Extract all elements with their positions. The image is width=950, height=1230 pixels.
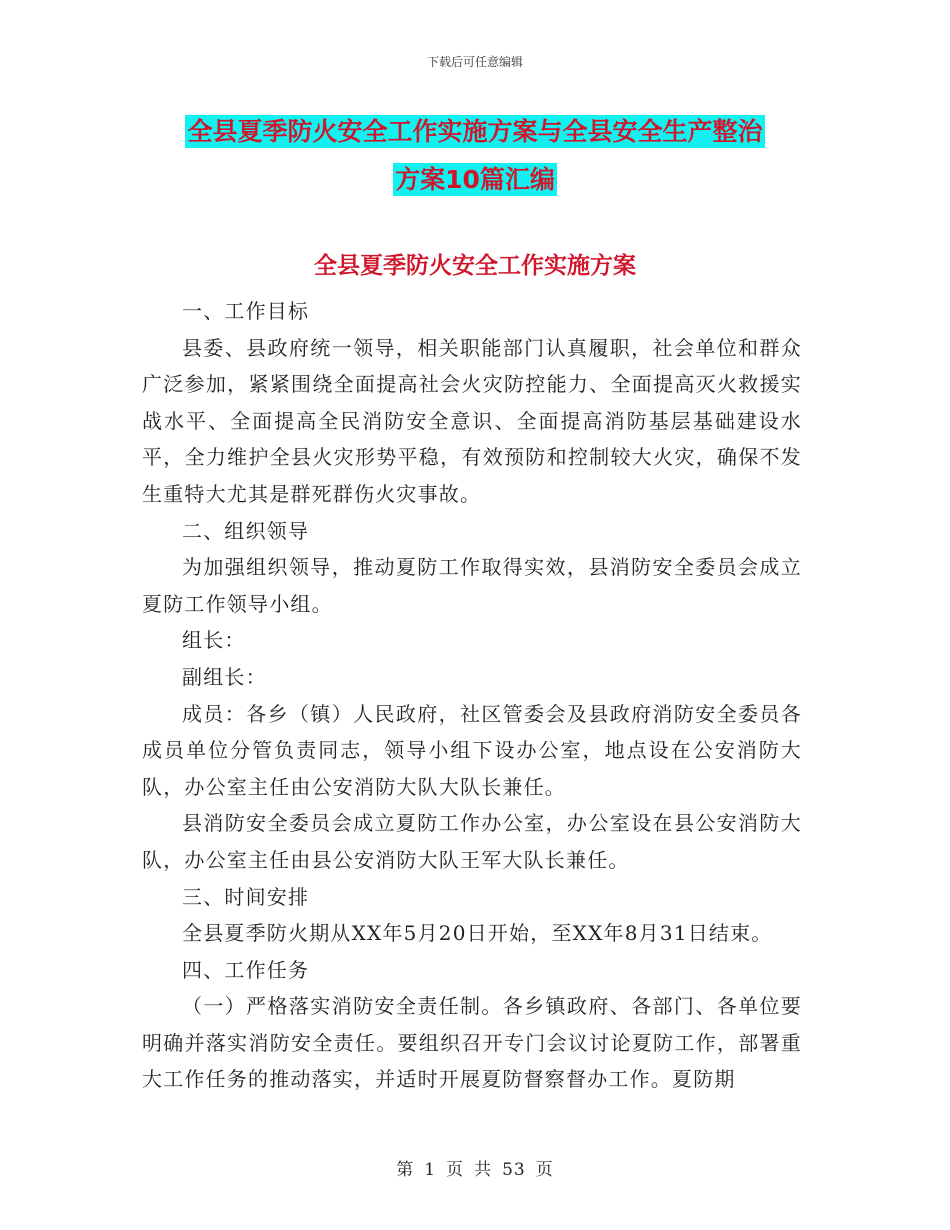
paragraph-leader: 组长： [182,628,246,653]
section-title: 全县夏季防火安全工作实施方案 [314,253,636,279]
heading-schedule: 三、时间安排 [182,884,310,909]
paragraph: （一）严格落实消防安全责任制。各乡镇政府、各部门、各单位要明确并落实消防安全责任。要组织召开专门会议讨论夏防工作，部署重大工作任务的推动落实，并适时开展夏防督察督办工作。夏防期 [142,994,802,1092]
paragraph: 县消防安全委员会成立夏防工作办公室，办公室设在县公安消防大队，办公室主任由县公安消防大队王军大队长兼任。 [142,811,802,872]
heading-organization: 二、组织领导 [182,518,310,543]
paragraph-deputy-leader: 副组长： [182,664,267,689]
main-title [140,108,810,204]
current-page-number: 1 [424,1160,437,1180]
heading-tasks: 四、工作任务 [182,957,310,982]
paragraph: 为加强组织领导，推动夏防工作取得实效，县消防安全委员会成立夏防工作领导小组。 [142,555,802,616]
heading-goals: 一、工作目标 [182,299,310,323]
page-footer: 第 1 页 共 53 页 [396,1160,554,1180]
paragraph: 全县夏季防火期从XX年5月20日开始，至XX年8月31日结束。 [182,921,773,946]
main-title-line2: 方案10篇汇编 [395,165,555,194]
body-text [142,293,802,1098]
paragraph-members: 成员：各乡（镇）人民政府，社区管委会及县政府消防安全委员各成员单位分管负责同志，领导小组下设办公室，地点设在公安消防大队，办公室主任由公安消防大队大队长兼任。 [142,701,802,799]
paragraph: 县委、县政府统一领导，相关职能部门认真履职，社会单位和群众广泛参加，紧紧围绕全面提高社会火灾防控能力、全面提高灭火救援实战水平、全面提高全民消防安全意识、全面提高消防基层基础建设水平，全力维护全县火灾形势平稳，有效预防和控制较大火灾，确保不发生重特大尤其是群死群伤火灾事故。 [142,335,802,506]
main-title-line1: 全县夏季防火安全工作实施方案与全县安全生产整治 [187,117,763,146]
total-pages: 53 [502,1160,526,1180]
header-note: 下载后可任意编辑 [426,55,523,69]
